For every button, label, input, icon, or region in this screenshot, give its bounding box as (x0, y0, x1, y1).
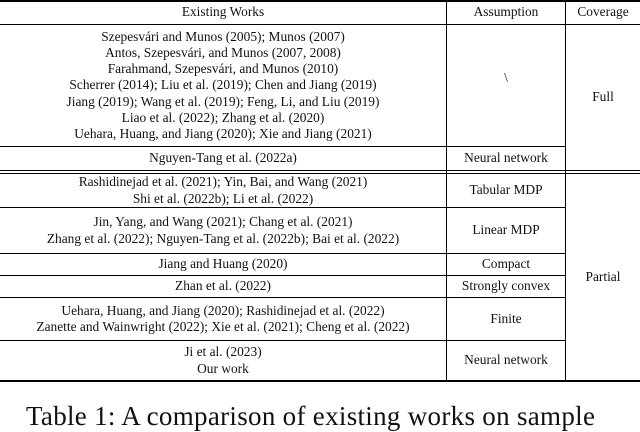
group-rule-top (0, 170, 640, 171)
assumption-cell: Tabular MDP (469, 182, 543, 198)
table-caption: Table 1: A comparison of existing works on sample (26, 401, 596, 431)
assumption-cell: Finite (490, 310, 522, 326)
assumption-cell: Linear MDP (472, 222, 540, 238)
header-existing-works: Existing Works (181, 4, 265, 20)
works-cell (0, 174, 446, 207)
work-line: Liao et al. (2022); Zhang et al. (2020) (121, 109, 325, 125)
coverage-partial: Partial (585, 268, 621, 284)
work-line: Szepesvári and Munos (2005); Munos (2007) (101, 29, 345, 45)
works-cell (0, 341, 446, 380)
work-line: Scherrer (2014); Liu et al. (2019); Chen and Jiang (2019) (69, 77, 377, 93)
header-assumption: Assumption (473, 4, 539, 20)
assumption-cell: Neural network (464, 150, 548, 166)
assumption-cell: Strongly convex (461, 278, 551, 294)
work-line: Jiang and Huang (2020) (158, 256, 288, 272)
work-line: Jin, Yang, and Wang (2021); Chang et al. (2021) (93, 214, 353, 230)
work-line: Zhan et al. (2022) (175, 278, 271, 294)
works-cell (0, 147, 446, 170)
work-line: Ji et al. (2023) (184, 344, 262, 360)
assumption-cell: Compact (481, 256, 531, 272)
assumption-value: \ (504, 70, 508, 85)
work-line: Nguyen-Tang et al. (2022a) (149, 150, 297, 166)
work-line: Farahmand, Szepesvári, and Munos (2010) (107, 61, 339, 77)
work-line: Uehara, Huang, and Jiang (2020); Rashidinejad et al. (2022) (61, 302, 385, 318)
assumption-cell (447, 25, 565, 146)
work-line: Zhang et al. (2022); Nguyen-Tang et al. (2022b); Bai et al. (2022) (46, 230, 400, 246)
works-cell (0, 276, 446, 297)
header-coverage: Coverage (577, 4, 629, 20)
work-line: Jiang (2019); Wang et al. (2019); Feng, Li, and Liu (2019) (66, 93, 380, 109)
work-line: Uehara, Huang, and Jiang (2020); Xie and Jiang (2021) (74, 125, 372, 141)
work-line: Shi et al. (2022b); Li et al. (2022) (132, 190, 314, 206)
works-cell (0, 298, 446, 340)
works-cell (0, 254, 446, 275)
assumption-cell: Neural network (464, 352, 548, 368)
work-line: Antos, Szepesvári, and Munos (2007, 2008) (105, 45, 341, 61)
work-line: Rashidinejad et al. (2021); Yin, Bai, and Wang (2021) (78, 174, 368, 190)
works-cell (0, 25, 446, 146)
bottom-rule (0, 380, 640, 382)
works-cell (0, 208, 446, 253)
work-line: Our work (197, 360, 249, 376)
coverage-full: Full (592, 89, 614, 105)
work-line: Zanette and Wainwright (2022); Xie et al. (2021); Cheng et al. (2022) (36, 319, 410, 334)
